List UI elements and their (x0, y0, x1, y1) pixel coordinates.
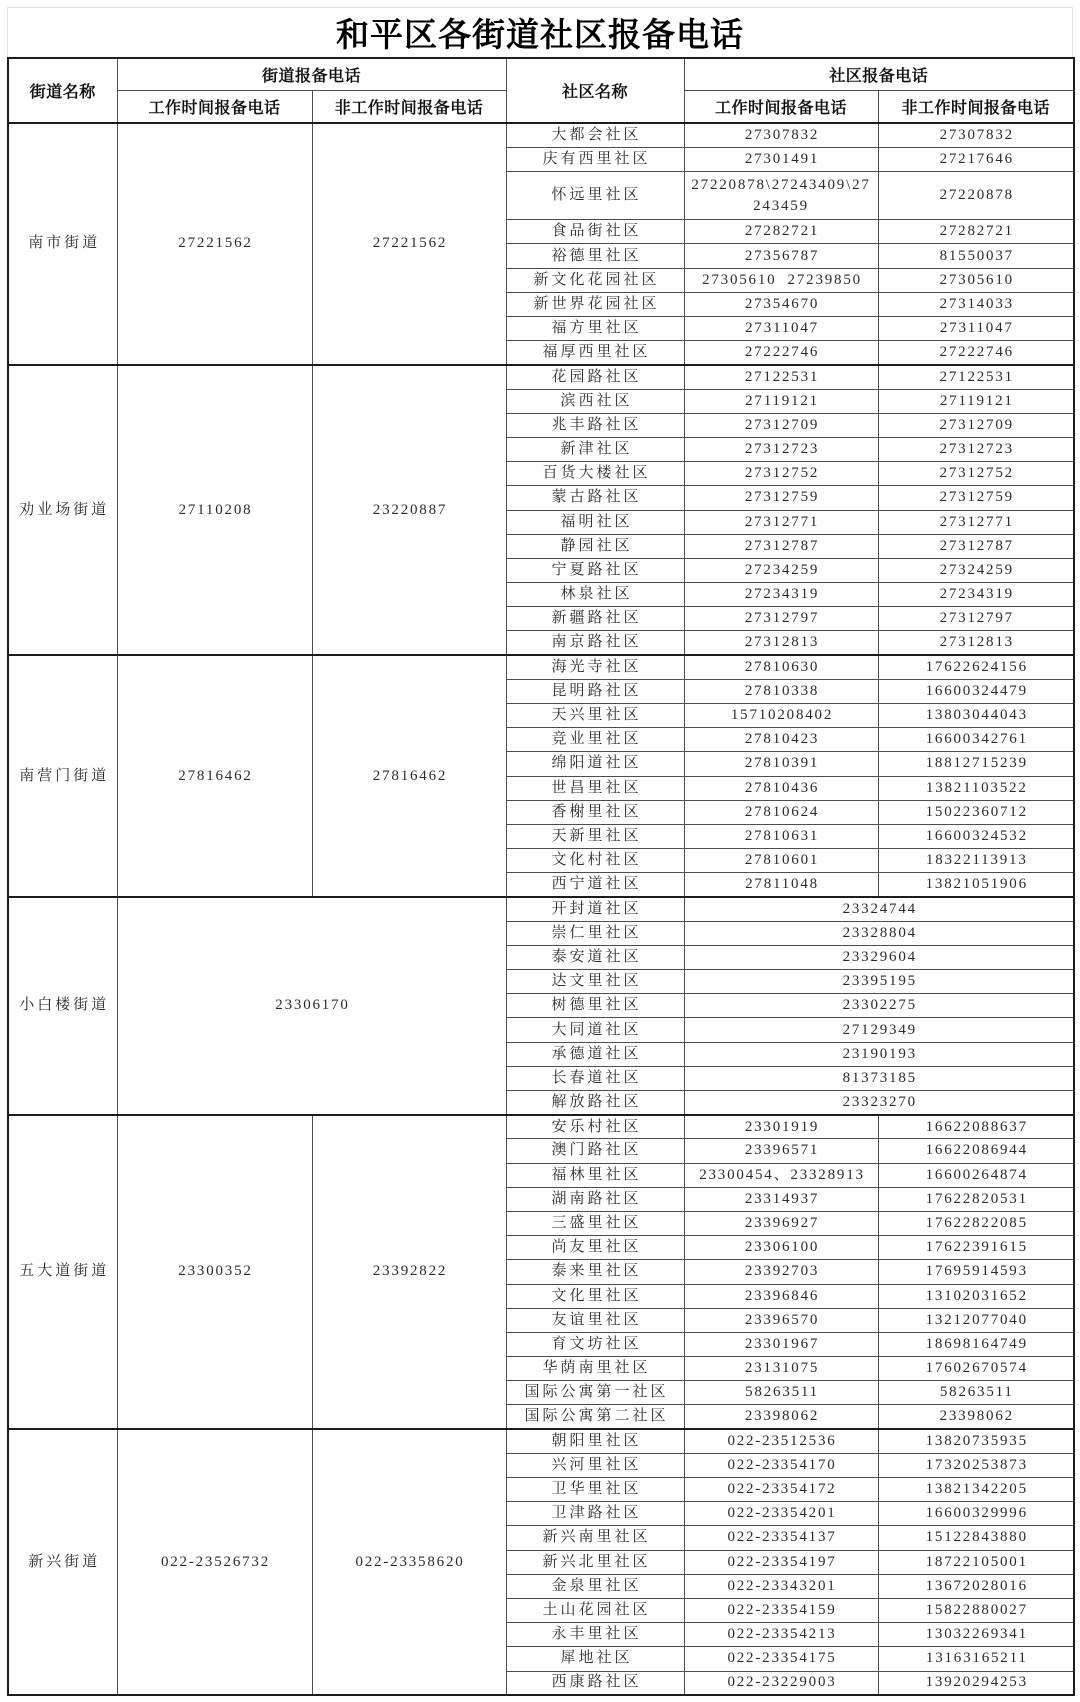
community-off-phone: 27312709 (878, 413, 1074, 437)
community-phone: 27129349 (684, 1018, 1074, 1042)
community-off-phone: 18722105001 (878, 1550, 1074, 1574)
street-name: 五大道街道 (8, 1115, 117, 1429)
community-phone: 81373185 (684, 1066, 1074, 1090)
community-name: 新世界花园社区 (506, 292, 684, 316)
community-off-phone: 16600329996 (878, 1502, 1074, 1526)
community-off-phone: 13102031652 (878, 1284, 1074, 1308)
community-off-phone: 13821103522 (878, 776, 1074, 800)
community-work-phone: 23301919 (684, 1115, 878, 1139)
community-work-phone: 27312771 (684, 510, 878, 534)
community-work-phone: 022-23354197 (684, 1550, 878, 1574)
community-off-phone: 17622822085 (878, 1211, 1074, 1235)
community-name: 新文化花园社区 (506, 268, 684, 292)
street-name: 南市街道 (8, 123, 117, 365)
community-off-phone: 81550037 (878, 244, 1074, 268)
community-off-phone: 27307832 (878, 123, 1074, 147)
community-name: 三盛里社区 (506, 1211, 684, 1235)
community-work-phone: 022-23354172 (684, 1478, 878, 1502)
community-work-phone: 27222746 (684, 341, 878, 365)
community-work-phone: 27810624 (684, 800, 878, 824)
community-work-phone: 27356787 (684, 244, 878, 268)
community-work-phone: 27301491 (684, 147, 878, 171)
table-row (8, 123, 1074, 147)
community-name: 开封道社区 (506, 897, 684, 921)
community-work-phone: 27282721 (684, 220, 878, 244)
community-phone: 23323270 (684, 1091, 1074, 1115)
community-phone: 23302275 (684, 994, 1074, 1018)
phone-table (7, 57, 1075, 1696)
community-work-phone: 27354670 (684, 292, 878, 316)
community-work-phone: 15710208402 (684, 704, 878, 728)
street-off-phone: 022-23358620 (312, 1429, 506, 1695)
community-off-phone: 13820735935 (878, 1429, 1074, 1453)
community-name: 新兴北里社区 (506, 1550, 684, 1574)
community-off-phone: 17320253873 (878, 1453, 1074, 1477)
community-work-phone: 27811048 (684, 873, 878, 897)
community-work-phone: 022-23229003 (684, 1671, 878, 1695)
community-off-phone: 27312759 (878, 486, 1074, 510)
header-community-name: 社区名称 (506, 58, 684, 123)
community-work-phone: 27810630 (684, 655, 878, 679)
community-name: 福厚西里社区 (506, 341, 684, 365)
community-name: 卫津路社区 (506, 1502, 684, 1526)
community-off-phone: 18812715239 (878, 752, 1074, 776)
community-off-phone: 15122843880 (878, 1526, 1074, 1550)
header-street-phone: 街道报备电话 (117, 58, 506, 91)
community-off-phone: 13032269341 (878, 1623, 1074, 1647)
street-off-phone: 27816462 (312, 655, 506, 897)
community-off-phone: 16600264874 (878, 1163, 1074, 1187)
community-off-phone: 13672028016 (878, 1574, 1074, 1598)
community-name: 蒙古路社区 (506, 486, 684, 510)
community-off-phone: 27282721 (878, 220, 1074, 244)
community-name: 泰安道社区 (506, 945, 684, 969)
community-off-phone: 27312752 (878, 462, 1074, 486)
community-off-phone: 13163165211 (878, 1647, 1074, 1671)
community-work-phone: 022-23512536 (684, 1429, 878, 1453)
street-off-phone: 23220887 (312, 365, 506, 655)
community-work-phone: 27312752 (684, 462, 878, 486)
street-name: 小白楼街道 (8, 897, 117, 1115)
community-name: 安乐村社区 (506, 1115, 684, 1139)
table-row (8, 897, 1074, 921)
community-off-phone: 16600342761 (878, 728, 1074, 752)
community-name: 福林里社区 (506, 1163, 684, 1187)
street-off-phone: 27221562 (312, 123, 506, 365)
community-off-phone: 13803044043 (878, 704, 1074, 728)
community-name: 天新里社区 (506, 824, 684, 848)
community-name: 文化村社区 (506, 849, 684, 873)
community-off-phone: 27312723 (878, 437, 1074, 461)
street-name: 新兴街道 (8, 1429, 117, 1695)
community-off-phone: 13821051906 (878, 873, 1074, 897)
community-off-phone: 27312813 (878, 631, 1074, 655)
community-work-phone: 27220878\27243409\27243459 (684, 171, 878, 219)
community-work-phone: 23314937 (684, 1187, 878, 1211)
community-name: 新津社区 (506, 437, 684, 461)
community-off-phone: 27312797 (878, 607, 1074, 631)
community-name: 昆明路社区 (506, 679, 684, 703)
street-work-phone: 022-23526732 (117, 1429, 312, 1695)
community-work-phone: 27312759 (684, 486, 878, 510)
community-name: 怀远里社区 (506, 171, 684, 219)
community-off-phone: 27217646 (878, 147, 1074, 171)
community-work-phone: 022-23354201 (684, 1502, 878, 1526)
community-off-phone: 16622088637 (878, 1115, 1074, 1139)
community-work-phone: 27810601 (684, 849, 878, 873)
community-name: 香榭里社区 (506, 800, 684, 824)
community-name: 绵阳道社区 (506, 752, 684, 776)
community-off-phone: 27314033 (878, 292, 1074, 316)
header-community-phone: 社区报备电话 (684, 58, 1074, 91)
community-name: 世昌里社区 (506, 776, 684, 800)
community-name: 西宁道社区 (506, 873, 684, 897)
community-off-phone: 17622391615 (878, 1236, 1074, 1260)
community-work-phone: 27312709 (684, 413, 878, 437)
table-row (8, 1429, 1074, 1453)
community-name: 卫华里社区 (506, 1478, 684, 1502)
community-name: 友谊里社区 (506, 1308, 684, 1332)
community-work-phone: 23396846 (684, 1284, 878, 1308)
street-off-phone: 23392822 (312, 1115, 506, 1429)
community-work-phone: 022-23343201 (684, 1574, 878, 1598)
community-name: 泰来里社区 (506, 1260, 684, 1284)
community-off-phone: 27234319 (878, 583, 1074, 607)
street-name: 南营门街道 (8, 655, 117, 897)
community-name: 长春道社区 (506, 1066, 684, 1090)
header-street-off-hours: 非工作时间报备电话 (312, 91, 506, 124)
community-work-phone: 27234259 (684, 558, 878, 582)
community-name: 永丰里社区 (506, 1623, 684, 1647)
community-name: 裕德里社区 (506, 244, 684, 268)
community-off-phone: 13920294253 (878, 1671, 1074, 1695)
community-name: 湖南路社区 (506, 1187, 684, 1211)
community-off-phone: 27222746 (878, 341, 1074, 365)
community-work-phone: 23131075 (684, 1357, 878, 1381)
community-work-phone: 23301967 (684, 1332, 878, 1356)
community-work-phone: 27119121 (684, 389, 878, 413)
community-name: 承德道社区 (506, 1042, 684, 1066)
community-off-phone: 17622820531 (878, 1187, 1074, 1211)
street-phone: 23306170 (117, 897, 506, 1115)
community-off-phone: 18322113913 (878, 849, 1074, 873)
community-work-phone: 27810423 (684, 728, 878, 752)
street-work-phone: 27816462 (117, 655, 312, 897)
table-row (8, 1115, 1074, 1139)
community-name: 华荫南里社区 (506, 1357, 684, 1381)
community-off-phone: 27311047 (878, 317, 1074, 341)
community-work-phone: 27305610 27239850 (684, 268, 878, 292)
community-off-phone: 27312787 (878, 534, 1074, 558)
community-work-phone: 022-23354170 (684, 1453, 878, 1477)
community-work-phone: 23396570 (684, 1308, 878, 1332)
header-row (8, 58, 1074, 91)
community-off-phone: 58263511 (878, 1381, 1074, 1405)
community-off-phone: 16622086944 (878, 1139, 1074, 1163)
community-name: 天兴里社区 (506, 704, 684, 728)
community-name: 新兴南里社区 (506, 1526, 684, 1550)
community-name: 花园路社区 (506, 365, 684, 389)
street-work-phone: 27110208 (117, 365, 312, 655)
community-name: 树德里社区 (506, 994, 684, 1018)
community-name: 育文坊社区 (506, 1332, 684, 1356)
community-name: 大都会社区 (506, 123, 684, 147)
community-name: 竞业里社区 (506, 728, 684, 752)
community-off-phone: 13821342205 (878, 1478, 1074, 1502)
community-work-phone: 022-23354137 (684, 1526, 878, 1550)
community-work-phone: 23396571 (684, 1139, 878, 1163)
community-work-phone: 27234319 (684, 583, 878, 607)
street-work-phone: 23300352 (117, 1115, 312, 1429)
community-name: 西康路社区 (506, 1671, 684, 1695)
community-off-phone: 16600324479 (878, 679, 1074, 703)
community-phone: 23328804 (684, 921, 1074, 945)
community-name: 林泉社区 (506, 583, 684, 607)
community-name: 尚友里社区 (506, 1236, 684, 1260)
community-work-phone: 022-23354213 (684, 1623, 878, 1647)
community-off-phone: 15022360712 (878, 800, 1074, 824)
community-name: 新疆路社区 (506, 607, 684, 631)
header-street-work-hours: 工作时间报备电话 (117, 91, 312, 124)
community-off-phone: 27305610 (878, 268, 1074, 292)
community-work-phone: 27312787 (684, 534, 878, 558)
community-name: 文化里社区 (506, 1284, 684, 1308)
community-work-phone: 23300454、23328913 (684, 1163, 878, 1187)
community-work-phone: 27122531 (684, 365, 878, 389)
community-work-phone: 27311047 (684, 317, 878, 341)
community-off-phone: 27324259 (878, 558, 1074, 582)
community-name: 犀地社区 (506, 1647, 684, 1671)
community-name: 宁夏路社区 (506, 558, 684, 582)
header-community-off-hours: 非工作时间报备电话 (878, 91, 1074, 124)
community-name: 金泉里社区 (506, 1574, 684, 1598)
community-work-phone: 022-23354175 (684, 1647, 878, 1671)
community-name: 滨西社区 (506, 389, 684, 413)
community-name: 国际公寓第一社区 (506, 1381, 684, 1405)
community-name: 兆丰路社区 (506, 413, 684, 437)
community-name: 百货大楼社区 (506, 462, 684, 486)
header-community-work-hours: 工作时间报备电话 (684, 91, 878, 124)
community-name: 土山花园社区 (506, 1598, 684, 1622)
community-off-phone: 17695914593 (878, 1260, 1074, 1284)
community-name: 达文里社区 (506, 970, 684, 994)
page-title: 和平区各街道社区报备电话 (336, 15, 744, 54)
community-name: 食品街社区 (506, 220, 684, 244)
community-off-phone: 23398062 (878, 1405, 1074, 1429)
community-work-phone: 23392703 (684, 1260, 878, 1284)
community-name: 解放路社区 (506, 1091, 684, 1115)
community-work-phone: 27810631 (684, 824, 878, 848)
community-off-phone: 13212077040 (878, 1308, 1074, 1332)
community-name: 南京路社区 (506, 631, 684, 655)
community-off-phone: 17622624156 (878, 655, 1074, 679)
community-work-phone: 58263511 (684, 1381, 878, 1405)
community-name: 福明社区 (506, 510, 684, 534)
street-work-phone: 27221562 (117, 123, 312, 365)
community-name: 海光寺社区 (506, 655, 684, 679)
community-work-phone: 27810436 (684, 776, 878, 800)
header-street-name: 街道名称 (8, 58, 117, 123)
community-name: 福方里社区 (506, 317, 684, 341)
community-phone: 23190193 (684, 1042, 1074, 1066)
community-off-phone: 17602670574 (878, 1357, 1074, 1381)
street-name: 劝业场街道 (8, 365, 117, 655)
community-name: 大同道社区 (506, 1018, 684, 1042)
community-phone: 23329604 (684, 945, 1074, 969)
community-work-phone: 27810391 (684, 752, 878, 776)
community-off-phone: 18698164749 (878, 1332, 1074, 1356)
community-work-phone: 27312723 (684, 437, 878, 461)
community-work-phone: 27307832 (684, 123, 878, 147)
community-name: 兴河里社区 (506, 1453, 684, 1477)
community-work-phone: 23396927 (684, 1211, 878, 1235)
community-off-phone: 15822880027 (878, 1598, 1074, 1622)
community-work-phone: 022-23354159 (684, 1598, 878, 1622)
community-off-phone: 16600324532 (878, 824, 1074, 848)
community-off-phone: 27122531 (878, 365, 1074, 389)
community-work-phone: 23398062 (684, 1405, 878, 1429)
community-work-phone: 23306100 (684, 1236, 878, 1260)
community-name: 朝阳里社区 (506, 1429, 684, 1453)
community-work-phone: 27810338 (684, 679, 878, 703)
community-name: 崇仁里社区 (506, 921, 684, 945)
community-off-phone: 27119121 (878, 389, 1074, 413)
community-name: 澳门路社区 (506, 1139, 684, 1163)
community-name: 庆有西里社区 (506, 147, 684, 171)
community-name: 静园社区 (506, 534, 684, 558)
community-work-phone: 27312813 (684, 631, 878, 655)
table-row (8, 655, 1074, 679)
table-row (8, 365, 1074, 389)
community-off-phone: 27220878 (878, 171, 1074, 219)
community-phone: 23395195 (684, 970, 1074, 994)
community-work-phone: 27312797 (684, 607, 878, 631)
community-phone: 23324744 (684, 897, 1074, 921)
community-off-phone: 27312771 (878, 510, 1074, 534)
community-name: 国际公寓第二社区 (506, 1405, 684, 1429)
